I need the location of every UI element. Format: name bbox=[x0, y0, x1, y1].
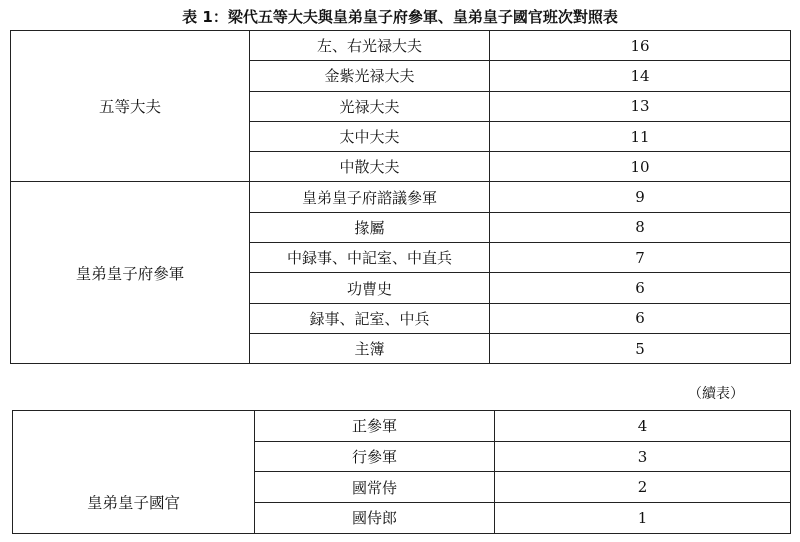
rank-cell: 11 bbox=[490, 121, 791, 151]
table-title: 表 1：梁代五等大夫與皇弟皇子府參軍、皇弟皇子國官班次對照表 bbox=[182, 8, 618, 26]
rank-table-continued bbox=[12, 410, 791, 534]
office-cell: 中録事、中記室、中直兵 bbox=[250, 243, 490, 273]
table-row bbox=[11, 31, 791, 61]
table-row bbox=[13, 472, 791, 503]
rank-cell: 10 bbox=[490, 152, 791, 182]
office-cell: 行參軍 bbox=[255, 441, 495, 472]
office-cell: 正參軍 bbox=[255, 411, 495, 442]
rank-cell: 4 bbox=[495, 411, 791, 442]
office-cell: 金紫光禄大夫 bbox=[250, 61, 490, 91]
office-cell: 國侍郎 bbox=[255, 503, 495, 534]
office-cell: 主簿 bbox=[250, 333, 490, 363]
office-cell: 太中大夫 bbox=[250, 121, 490, 151]
office-cell: 中散大夫 bbox=[250, 152, 490, 182]
rank-cell: 7 bbox=[490, 243, 791, 273]
rank-cell: 6 bbox=[490, 273, 791, 303]
office-cell: 左、右光禄大夫 bbox=[250, 31, 490, 61]
office-cell: 國常侍 bbox=[255, 472, 495, 503]
office-cell: 光禄大夫 bbox=[250, 91, 490, 121]
rank-cell: 13 bbox=[490, 91, 791, 121]
rank-cell: 1 bbox=[495, 503, 791, 534]
rank-cell: 2 bbox=[495, 472, 791, 503]
group-label-guoguan: 皇弟皇子國官 bbox=[13, 472, 255, 533]
rank-cell: 6 bbox=[490, 303, 791, 333]
group-label-blank bbox=[13, 411, 255, 472]
rank-cell: 16 bbox=[490, 31, 791, 61]
office-cell: 皇弟皇子府諮議參軍 bbox=[250, 182, 490, 212]
group-label-fu-canjun: 皇弟皇子府參軍 bbox=[11, 182, 250, 364]
rank-cell: 3 bbox=[495, 441, 791, 472]
rank-cell: 8 bbox=[490, 212, 791, 242]
rank-cell: 9 bbox=[490, 182, 791, 212]
rank-cell: 5 bbox=[490, 333, 791, 363]
rank-cell: 14 bbox=[490, 61, 791, 91]
group-label-wudeng-dafu: 五等大夫 bbox=[11, 31, 250, 182]
office-cell: 掾屬 bbox=[250, 212, 490, 242]
table-row bbox=[11, 182, 791, 212]
rank-table bbox=[10, 30, 791, 364]
continued-label: （續表） bbox=[688, 386, 744, 402]
office-cell: 功曹史 bbox=[250, 273, 490, 303]
table-row bbox=[13, 411, 791, 442]
office-cell: 録事、記室、中兵 bbox=[250, 303, 490, 333]
